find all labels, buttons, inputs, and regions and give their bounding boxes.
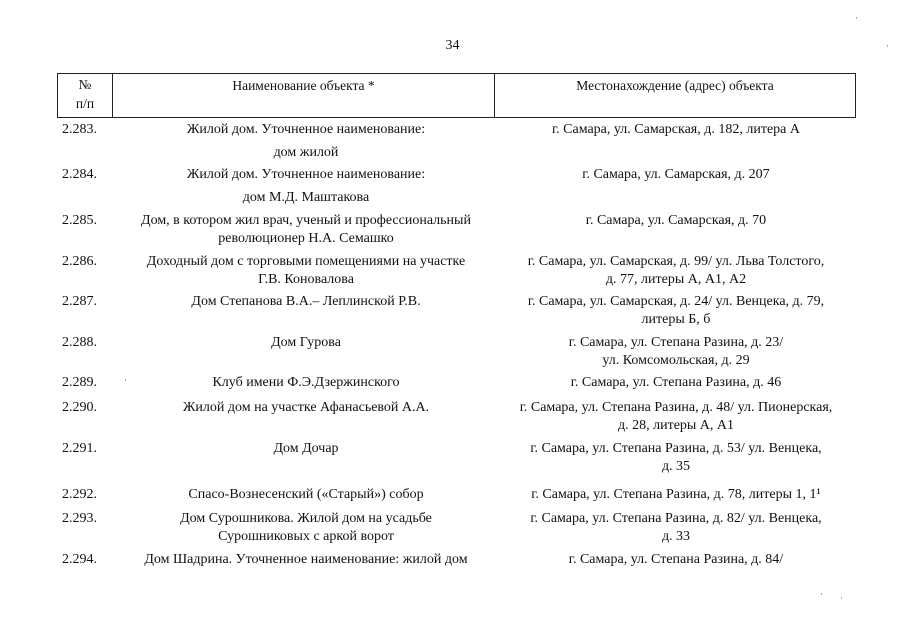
row-number: 2.290. [62,400,97,415]
row-number: 2.285. [62,213,97,228]
page-number: 34 [445,38,460,53]
row-number: 2.294. [62,552,97,567]
object-address: г. Самара, ул. Степана Разина, д. 23/ ул. Комсомольская, д. 29 [568,335,784,368]
object-address: г. Самара, ул. Степана Разина, д. 46 [570,375,782,390]
object-address: г. Самара, ул. Самарская, д. 207 [582,167,770,182]
row-number: 2.286. [62,254,97,269]
header-number-abbrev: п/п [75,96,95,111]
object-address: г. Самара, ул. Самарская, д. 182, литера А [551,122,801,137]
object-address: г. Самара, ул. Степана Разина, д. 78, литеры 1, 1¹ [531,487,821,502]
row-number: 2.293. [62,511,97,526]
object-name: Жилой дом. Уточненное наименование: дом М.Д. Маштакова [186,167,426,205]
object-address: г. Самара, ул. Степана Разина, д. 48/ ул. Пионерская, д. 28, литеры А, А1 [519,400,833,433]
object-address: г. Самара, ул. Степана Разина, д. 84/ [568,552,784,567]
scan-speck: · [855,13,858,23]
header-name-cell: Наименование объекта * [113,74,495,117]
object-name: Доходный дом с торговыми помещениями на участке Г.В. Коновалова [146,254,466,287]
object-name: Дом, в котором жил врач, ученый и профессиональный революционер Н.А. Семашко [141,213,471,246]
row-number: 2.291. [62,441,97,456]
object-name: Дом Дочар [273,441,339,456]
object-name: Клуб имени Ф.Э.Дзержинского [212,375,400,390]
header-number-cell [58,74,113,117]
object-address: г. Самара, ул. Степана Разина, д. 82/ ул. Венцека, д. 33 [530,511,822,544]
object-address: г. Самара, ул. Степана Разина, д. 53/ ул. Венцека, д. 35 [530,441,822,474]
object-name: Спасо-Вознесенский («Старый») собор [188,487,424,502]
object-name: Дом Сурошникова. Жилой дом на усадьбе Сурошниковых с аркой ворот [180,511,432,544]
row-number: 2.284. [62,167,97,182]
object-name: Жилой дом на участке Афанасьевой А.А. [182,400,430,415]
object-name: Дом Шадрина. Уточненное наименование: жилой дом [144,552,468,567]
row-number: 2.292. [62,487,97,502]
object-name: Жилой дом. Уточненное наименование: дом жилой [186,122,426,160]
object-name: Дом Гурова [271,335,341,350]
row-number: 2.289. [62,375,97,390]
row-number: 2.288. [62,335,97,350]
object-address: г. Самара, ул. Самарская, д. 24/ ул. Венцека, д. 79, литеры Б, б [527,294,825,327]
object-address: г. Самара, ул. Самарская, д. 99/ ул. Льва Толстого, д. 77, литеры А, А1, А2 [527,254,825,287]
object-name: Дом Степанова В.А.– Леплинской Р.В. [191,294,421,309]
row-number: 2.283. [62,122,97,137]
row-number: 2.287. [62,294,97,309]
scan-speck: · [820,589,823,599]
scan-speck: · [886,41,889,51]
header-number-symbol: № [78,77,92,92]
table-header [57,73,856,118]
scan-speck: · [840,593,843,603]
header-address-cell: Местонахождение (адрес) объекта [576,78,774,93]
scan-speck: · [124,375,127,385]
object-address: г. Самара, ул. Самарская, д. 70 [585,213,767,228]
